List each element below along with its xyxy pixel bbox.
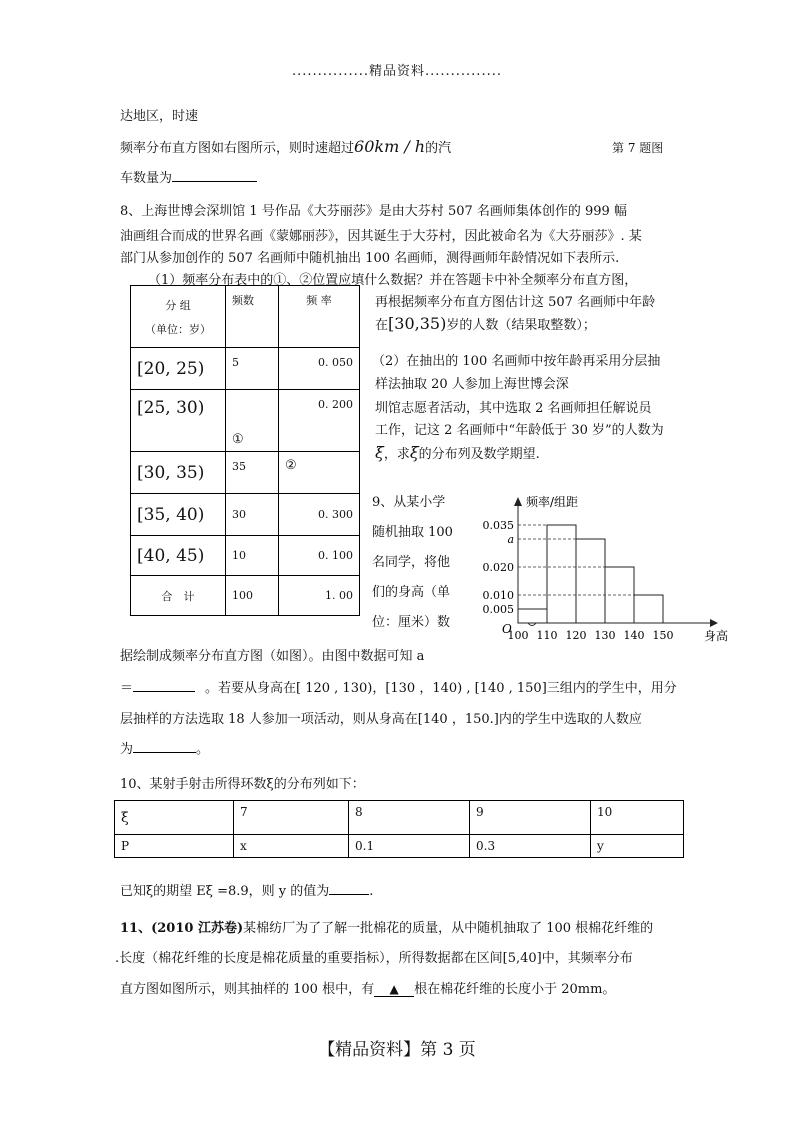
- histogram-chart: [460, 490, 740, 650]
- y-tick-label: 0.020: [482, 561, 514, 574]
- group-cell: [35, 40): [131, 494, 226, 536]
- table-row: [131, 452, 360, 494]
- freq-cell: 1. 00: [279, 576, 360, 616]
- histogram-bar: [634, 595, 663, 623]
- origin-label: O: [502, 622, 512, 636]
- text-line: 样法抽取 20 人参加上海世博会深: [375, 377, 569, 392]
- text-line: 名同学，将他: [372, 555, 451, 570]
- x-tick-label: 130: [594, 629, 616, 642]
- y-tick-label: 0.005: [482, 603, 514, 616]
- group-cell: 合 计: [131, 576, 226, 616]
- text-line: [375, 443, 540, 462]
- figure-caption: 第 7 题图: [612, 141, 664, 155]
- table-cell: 10: [591, 801, 684, 835]
- text-segment: 为: [120, 742, 134, 757]
- question-10: 10、某射手射击所得环数ξ的分布列如下：: [120, 777, 365, 792]
- table-row: [115, 835, 684, 858]
- x-tick-label: 120: [565, 629, 587, 642]
- text-segment: 岁的人数（结果取整数）；: [446, 318, 596, 333]
- table-cell: 9: [470, 801, 591, 835]
- answer-blank: [133, 738, 196, 753]
- text-segment: 已知ξ的期望 Eξ =8.9，则 y 的值为: [120, 884, 330, 899]
- text-line: 据绘制成频率分布直方图（如图）。由图中数据可知 a: [120, 649, 425, 664]
- table-row: [131, 536, 360, 576]
- question-8: 8、上海世博会深圳馆 1 号作品《大芬丽莎》是由大芬村 507 名画师集体创作的 999 幅: [120, 204, 627, 219]
- text-line: [120, 880, 373, 899]
- answer-blank: [172, 167, 257, 182]
- group-cell: [30, 35): [131, 452, 226, 494]
- text-segment: 的汽: [425, 141, 452, 156]
- freq-cell: 0. 100: [279, 536, 360, 576]
- page-header: ...............精品资料...............: [292, 64, 502, 79]
- table-header-cell: [131, 286, 226, 348]
- math-expression: 60km / h: [354, 137, 426, 156]
- x-tick-label: 140: [623, 629, 645, 642]
- text-line: 随机抽取 100: [372, 525, 453, 540]
- math-symbol: ξ: [375, 443, 384, 462]
- table-cell: ξ: [115, 801, 234, 835]
- text-line: [120, 137, 451, 156]
- text-line: [120, 167, 257, 186]
- group-cell: [20, 25): [131, 348, 226, 390]
- text-line: （2）在抽出的 100 名画师中按年龄再采用分层抽: [372, 354, 661, 369]
- x-tick-label: 110: [536, 629, 558, 642]
- y-tick-label: a: [507, 533, 514, 546]
- x-tick-label: 150: [652, 629, 674, 642]
- question-source: 11、(2010 江苏卷): [120, 921, 244, 936]
- table-row: [131, 494, 360, 536]
- text-segment: 。: [196, 742, 210, 757]
- freq-cell: ②: [279, 452, 360, 494]
- table-header-row: [131, 286, 360, 348]
- text-line: [120, 978, 615, 997]
- count-cell: 5: [226, 348, 279, 390]
- count-cell: ①: [226, 390, 279, 452]
- text-segment: 根在棉花纤维的长度小于 20mm。: [414, 982, 616, 997]
- freq-cell: 0. 050: [279, 348, 360, 390]
- table-header-cell: 频数: [226, 286, 279, 348]
- table-cell: x: [234, 835, 349, 858]
- text-segment: 的分布列及数学期望.: [418, 447, 540, 462]
- table-header-cell: 频 率: [279, 286, 360, 348]
- freq-cell: 0. 200: [279, 390, 360, 452]
- histogram-bar: [518, 609, 547, 623]
- text-segment: ，求: [383, 447, 410, 462]
- table-cell: 7: [234, 801, 349, 835]
- text-segment: .: [369, 884, 374, 899]
- text-segment: 车数量为: [120, 171, 173, 186]
- question-11: [120, 917, 653, 936]
- count-cell: 35: [226, 452, 279, 494]
- text-line: 位：厘米）数: [372, 615, 451, 630]
- table-cell: 0.3: [470, 835, 591, 858]
- histogram-bar: [576, 539, 605, 623]
- text-line: 部门从参加创作的 507 名画师中随机抽出 100 名画师，测得画师年龄情况如下表所示.: [120, 251, 620, 266]
- answer-blank: [133, 677, 195, 692]
- text-line: 达地区，时速: [120, 109, 199, 124]
- text-segment: 直方图如图所示，则其抽样的 100 根中，有: [120, 982, 375, 997]
- text-line: [375, 314, 596, 333]
- header-label: 分 组: [165, 298, 191, 312]
- text-line: [120, 677, 677, 696]
- text-line: 油画组合而成的世界名画《蒙娜丽莎》，因其诞生于大芬村，因此被命名为《大芬丽莎》. 某: [120, 229, 642, 244]
- count-cell: 30: [226, 494, 279, 536]
- x-axis-arrow: [710, 619, 718, 627]
- text-line: 工作，记这 2 名画师中“年龄低于 30 岁”的人数为: [375, 423, 664, 438]
- y-axis-arrow: [514, 497, 522, 506]
- table-row: [115, 801, 684, 835]
- answer-marker: ▲: [374, 982, 414, 997]
- group-cell: [40, 45): [131, 536, 226, 576]
- count-cell: 100: [226, 576, 279, 616]
- text-segment: ＝: [120, 681, 134, 696]
- text-segment: 频率分布直方图如右图所示，则时速超过: [120, 141, 355, 156]
- text-segment: 在: [375, 318, 389, 333]
- text-line: .长度（棉花纤维的长度是棉花质量的重要指标），所得数据都在区间[5,40]中，其频率分布: [115, 951, 633, 966]
- freq-cell: 0. 300: [279, 494, 360, 536]
- text-line: 们的身高（单: [372, 585, 451, 600]
- group-cell: [25, 30): [131, 390, 226, 452]
- histogram-bar: [547, 525, 576, 623]
- page-footer: 【精品资料】第 3 页: [318, 1040, 476, 1060]
- y-tick-label: 0.035: [482, 519, 514, 532]
- text-line: 层抽样的方法选取 18 人参加一项活动，则从身高在[140 ，150.]内的学生中选取的人数应: [120, 712, 642, 727]
- text-line: [120, 738, 209, 757]
- table-row: [131, 390, 360, 452]
- x-tick-label: 100: [507, 629, 529, 642]
- table-row: [131, 348, 360, 390]
- text-line: （1）频率分布表中的①、②位置应填什么数据？并在答题卡中补全频率分布直方图，: [148, 273, 638, 288]
- math-symbol: ξ: [409, 443, 419, 462]
- table-cell: P: [115, 835, 234, 858]
- count-cell: 10: [226, 536, 279, 576]
- text-line: 再根据频率分布直方图估计这 507 名画师中年龄: [375, 295, 656, 310]
- answer-blank: [329, 880, 369, 895]
- question-9: 9、从某小学: [372, 495, 446, 510]
- table-total-row: [131, 576, 360, 616]
- text-line: 圳馆志愿者活动，其中选取 2 名画师担任解说员: [375, 401, 652, 416]
- text-segment: 某棉纺厂为了了解一批棉花的质量，从中随机抽取了 100 根棉花纤维的: [243, 921, 654, 936]
- header-label: （单位：岁）: [145, 322, 211, 336]
- distribution-table: [114, 800, 684, 858]
- table-cell: y: [591, 835, 684, 858]
- table-cell: 8: [349, 801, 470, 835]
- y-axis-label: 频率/组距: [526, 495, 579, 509]
- math-expression: [30,35): [388, 314, 447, 333]
- text-segment: 。若要从身高在[ 120 , 130)，[130 ，140) , [140 , 150]三组内的学生中，用分: [205, 681, 677, 696]
- y-tick-label: 0.010: [482, 589, 514, 602]
- frequency-table: [130, 285, 360, 616]
- table-cell: 0.1: [349, 835, 470, 858]
- x-axis-label: 身高: [703, 629, 728, 643]
